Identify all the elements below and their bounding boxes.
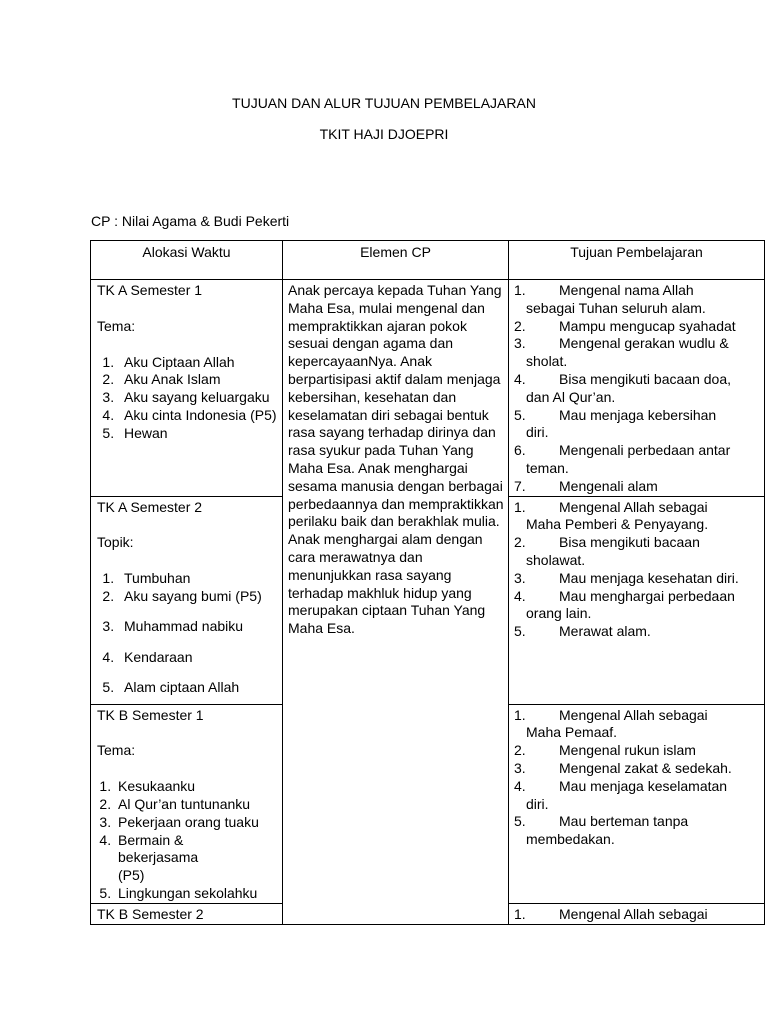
- list-item: 2. Al Qur’an tuntunanku: [115, 796, 280, 814]
- theme-label: Tema:: [97, 317, 136, 334]
- goal-continuation: Maha Pemaaf.: [526, 724, 618, 741]
- goal-item: 4. Mau menghargai perbedaan: [514, 587, 735, 604]
- list-item: 3. Pekerjaan orang tuaku: [115, 814, 280, 832]
- goal-list: [514, 906, 754, 924]
- goal-item: 3. Mau menjaga kesehatan diri.: [514, 569, 739, 586]
- goal-item: 6. Mengenali perbedaan antar: [514, 442, 731, 459]
- goal-continuation: teman.: [526, 459, 569, 476]
- goal-continuation: orang lain.: [526, 605, 592, 622]
- goal-item: 4. Bisa mengikuti bacaan doa,: [514, 370, 731, 387]
- list-item: 4. Kendaraan: [118, 649, 280, 667]
- elemen-cp-text: Anak percaya kepada Tuhan Yang Maha Esa, mulai mengenal dan mempraktikkan ajaran pokok sesuai dengan agama dan kepercayaanNya. Anak berpartisipasi aktif dalam menjaga kebersihan, kesehatan dan keselamatan diri sebagai bentuk rasa sayang terhadap dirinya dan rasa syukur pada Tuhan Yang Maha Esa. Anak menghargai sesama manusia dengan berbagai perbedaannya dan mempraktikkan perilaku baik dan berakhlak mulia. Anak menghargai alam dengan cara merawatnya dan menunjukkan rasa sayang terhadap makhluk hidup yang merupakan ciptaan Tuhan Yang Maha Esa.: [288, 282, 504, 637]
- goal-item: 1. Mengenal nama Allah: [514, 282, 694, 298]
- goal-item: 2. Bisa mengikuti bacaan: [514, 534, 700, 551]
- goal-item: 2. Mampu mengucap syahadat: [514, 317, 736, 334]
- goal-item: 1. Mengenal Allah sebagai: [514, 706, 708, 723]
- goal-continuation: membedakan.: [526, 831, 615, 848]
- goal-continuation: diri.: [526, 795, 549, 812]
- list-item: 3. Muhammad nabiku: [118, 618, 280, 636]
- alokasi-cell: [91, 704, 283, 903]
- goals-cell: [509, 280, 765, 497]
- goal-item: 5. Mau menjaga kebersihan: [514, 406, 717, 423]
- goal-item: 5. Merawat alam.: [514, 623, 651, 640]
- table-row: [91, 280, 765, 497]
- header-tujuan-pembelajaran: Tujuan Pembelajaran: [509, 241, 765, 280]
- list-item: 4. Bermain & bekerjasama (P5): [115, 832, 228, 885]
- goal-continuation: dan Al Qur’an.: [526, 388, 616, 405]
- list-item: 3. Aku sayang keluargaku: [118, 389, 280, 407]
- list-item: 4. Aku cinta Indonesia (P5): [118, 407, 280, 425]
- semester-label: TK B Semester 2: [97, 905, 204, 922]
- goal-item: 3. Mengenal gerakan wudlu &: [514, 335, 729, 352]
- learning-goals-table: [90, 240, 765, 925]
- goal-continuation: sebagai Tuhan seluruh alam.: [526, 299, 706, 316]
- goals-cell: [509, 496, 765, 704]
- goal-continuation: Maha Pemberi & Penyayang.: [526, 516, 709, 533]
- list-item: 5. Hewan: [118, 425, 280, 443]
- goal-item: 1. Mengenal Allah sebagai: [514, 905, 708, 922]
- elemen-cp-cell: [283, 280, 509, 925]
- list-item: 1. Tumbuhan: [118, 570, 280, 588]
- topic-list: [97, 570, 280, 696]
- school-name: TKIT HAJI DJOEPRI: [319, 126, 449, 142]
- alokasi-cell: [91, 280, 283, 497]
- goal-item: 3. Mengenal zakat & sedekah.: [514, 759, 732, 776]
- goal-list: [514, 282, 754, 496]
- goal-continuation: diri.: [526, 424, 549, 441]
- goals-cell: [509, 704, 765, 903]
- header-alokasi-waktu: Alokasi Waktu: [91, 241, 283, 280]
- semester-label: TK A Semester 1: [97, 282, 203, 298]
- theme-label: Tema:: [97, 742, 136, 759]
- goal-item: 1. Mengenal Allah sebagai: [514, 498, 708, 515]
- goal-continuation: sholawat.: [526, 551, 586, 568]
- document-title: TUJUAN DAN ALUR TUJUAN PEMBELAJARAN: [232, 95, 536, 111]
- goal-continuation: sholat.: [526, 353, 568, 370]
- cp-label: CP : Nilai Agama & Budi Pekerti: [91, 213, 290, 229]
- alokasi-cell: [91, 496, 283, 704]
- goal-item: 2. Mengenal rukun islam: [514, 742, 696, 759]
- semester-label: TK A Semester 2: [97, 498, 203, 515]
- goal-list: [514, 499, 754, 641]
- alokasi-cell: [91, 903, 283, 924]
- goal-item: 4. Mau menjaga keselamatan: [514, 777, 728, 794]
- theme-list: [97, 778, 280, 903]
- goal-item: 7. Mengenali alam: [514, 477, 658, 494]
- topic-label: Topik:: [97, 534, 134, 551]
- goal-item: 5. Mau berteman tanpa: [514, 813, 689, 830]
- list-item: 1. Aku Ciptaan Allah: [118, 354, 280, 372]
- list-item: 5. Alam ciptaan Allah: [118, 679, 280, 697]
- table-header-row: [91, 241, 765, 280]
- list-item: 2. Aku Anak Islam: [118, 371, 280, 389]
- goals-cell: [509, 903, 765, 924]
- semester-label: TK B Semester 1: [97, 706, 204, 723]
- goal-list: [514, 707, 754, 849]
- theme-list: [97, 354, 280, 443]
- list-item: 1. Kesukaanku: [115, 778, 280, 796]
- list-item: 5. Lingkungan sekolahku: [115, 885, 280, 903]
- list-item: 2. Aku sayang bumi (P5): [118, 588, 280, 606]
- header-elemen-cp: Elemen CP: [283, 241, 509, 280]
